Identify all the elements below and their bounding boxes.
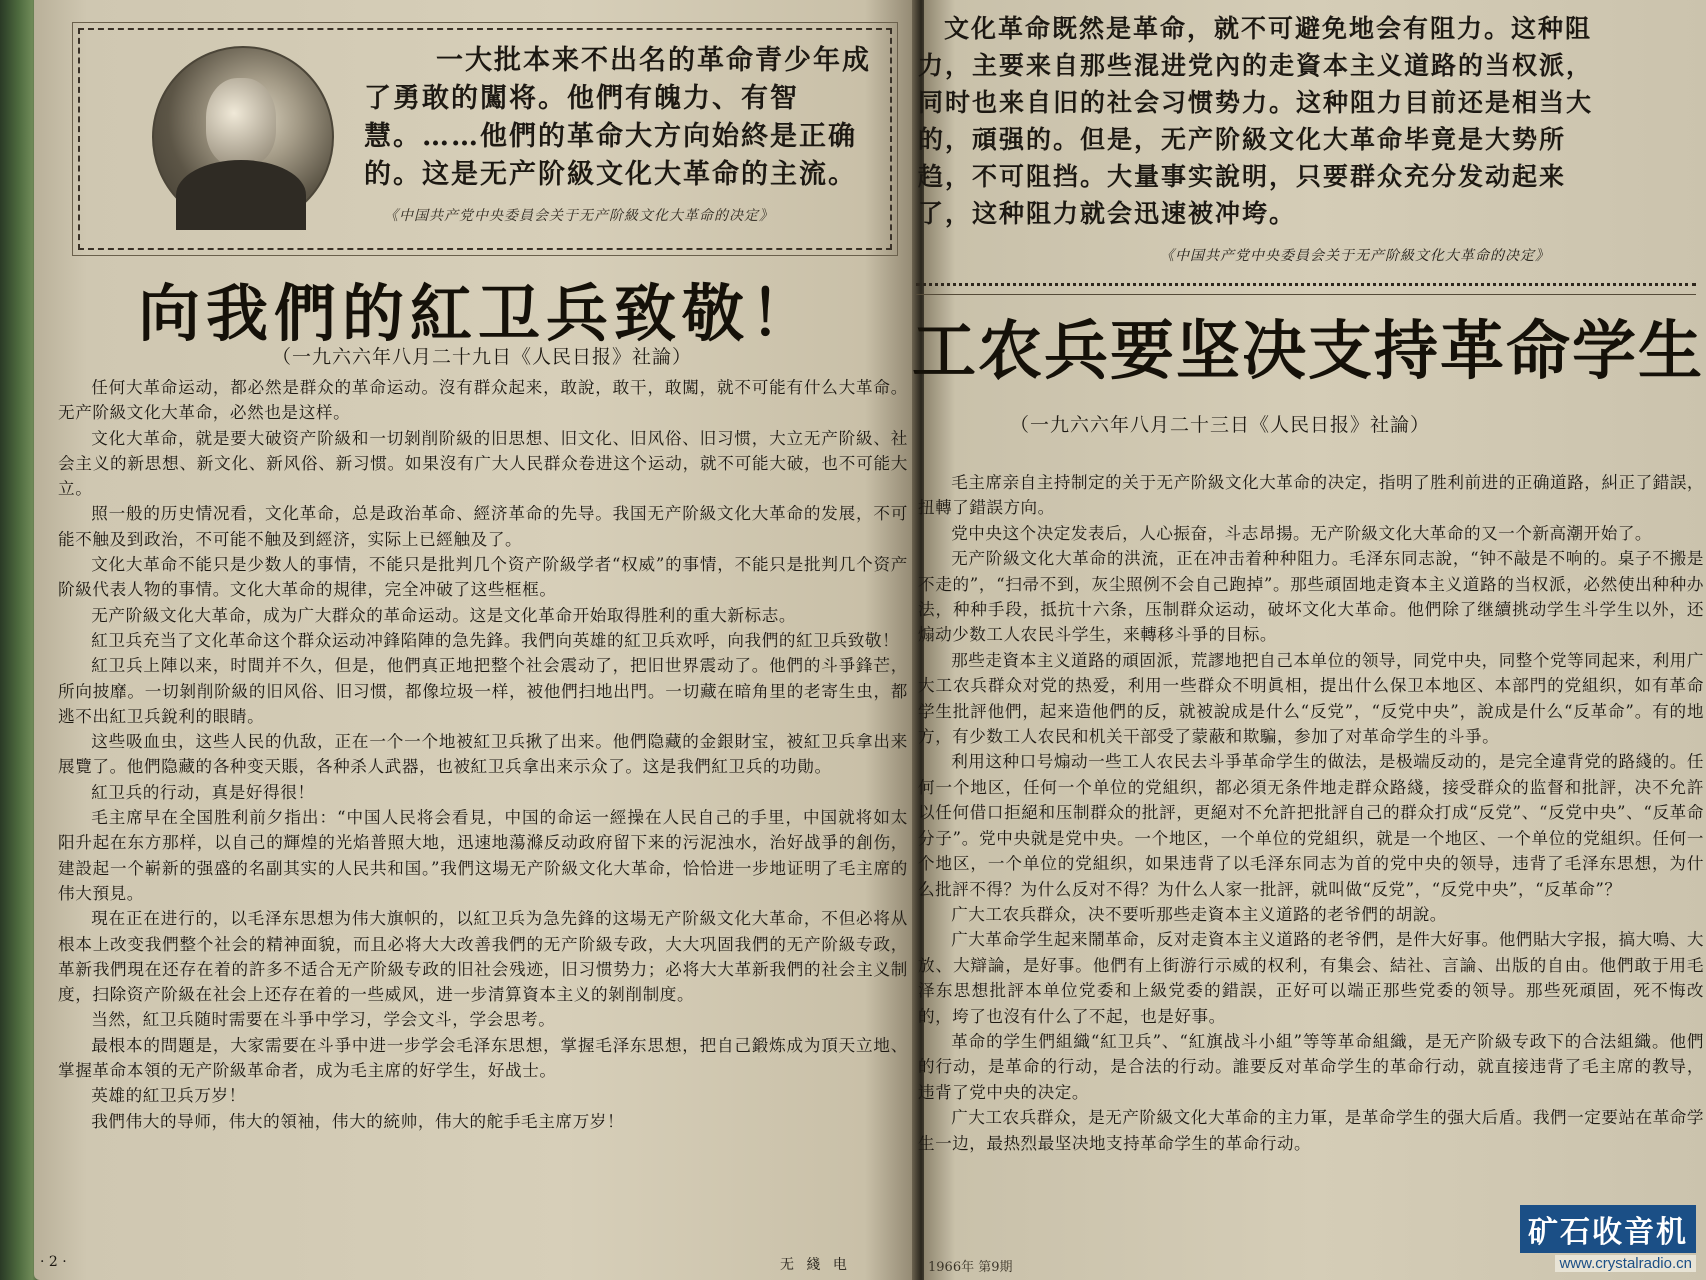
article-subtitle-left: （一九六六年八月二十九日《人民日报》社論） — [272, 346, 693, 368]
quote-source-right: 《中国共产党中央委員会关于无产阶級文化大革命的决定》 — [1160, 248, 1550, 264]
paragraph: 党中央这个决定发表后，人心振奋，斗志昂揚。无产阶級文化大革命的又一个新高潮开始了。 — [951, 523, 1653, 543]
page-footer-right: 1966年 第9期 — [928, 1260, 1013, 1275]
paragraph: 毛主席早在全国胜利前夕指出：“中国人民将会看見，中国的命运一經操在人民自己的手里，中国就将如太阳升起在东方那样，以自己的輝煌的光焰普照大地，迅速地蕩滌反动政府留下来的污泥浊水，治好战爭的創伤，建設起一个嶄新的强盛的名副其实的人民共和国。”我們这場无产阶級文化大革命，恰恰进一步地证明了毛主席的伟大預見。 — [58, 808, 908, 903]
watermark-title: 矿石收音机 — [1520, 1205, 1696, 1253]
article-title-left: 向我們的紅卫兵致敬！ — [138, 277, 819, 350]
paragraph: 照一般的历史情况看，文化革命，总是政治革命、經济革命的先导。我国无产阶級文化大革命的发展，不可能不触及到政治，不可能不触及到經济，实际上已經触及了。 — [58, 504, 908, 549]
paragraph: 广大工农兵群众，决不要听那些走資本主义道路的老爷們的胡說。 — [951, 904, 1447, 924]
paragraph: 我們伟大的导师，伟大的領袖，伟大的統帅，伟大的舵手毛主席万岁！ — [91, 1111, 625, 1131]
portrait-head — [206, 78, 276, 166]
site-watermark — [1520, 1205, 1696, 1272]
paragraph: 无产阶級文化大革命的洪流，正在冲击着种种阻力。毛泽东同志說，“钟不敲是不响的。桌子不搬是不走的”，“扫帚不到，灰尘照例不会自己跑掉”。那些頑固地走資本主义道路的当权派，必然使出种种办法，种种手段，抵抗十六条，压制群众运动，破坏文化大革命。他們除了继續挑动学生斗学生以外，还煽动少数工人农民斗学生，来轉移斗爭的目标。 — [918, 549, 1704, 645]
paragraph: 这些吸血虫，这些人民的仇敌，正在一个一个地被紅卫兵揪了出来。他們隐藏的金銀財宝，被紅卫兵拿出来展覽了。他們隐藏的各种变天賬，各种杀人武器，也被紅卫兵拿出来示众了。这是我們紅卫兵的功勛。 — [58, 732, 908, 777]
paragraph: 无产阶級文化大革命，成为广大群众的革命运动。这是文化革命开始取得胜利的重大新标志。 — [91, 605, 797, 625]
paragraph: 那些走資本主义道路的頑固派，荒謬地把自己本单位的领导，同党中央，同整个党等同起来，利用广大工农兵群众对党的热爱，利用一些群众不明眞相，提出什么保卫本地区、本部門的党組织，如有革命学生批評他們，起来造他們的反，就被說成是什么“反党”，“反党中央”，說成是什么“反革命”。有的地方，有少数工人农民和机关干部受了蒙蔽和欺騙，参加了对革命学生的斗爭。 — [918, 650, 1704, 747]
article-body-right — [918, 470, 1704, 1156]
paragraph: 最根本的問題是，大家需要在斗爭中进一步学会毛泽东思想，掌握毛泽东思想，把自己鍛炼成为頂天立地、掌握革命本領的无产阶級革命者，成为毛主席的好学生，好战士。 — [58, 1035, 908, 1081]
paragraph: 广大工农兵群众，是无产阶級文化大革命的主力軍，是革命学生的强大后盾。我們一定要站在革命学生一边，最热烈最坚决地支持革命学生的革命行动。 — [918, 1108, 1704, 1153]
paragraph: 文化大革命不能只是少数人的事情，不能只是批判几个资产阶級学者“权威”的事情，不能只是批判几个资产阶級代表人物的事情。文化大革命的規律，完全冲破了这些框框。 — [58, 555, 908, 600]
paragraph: 利用这种口号煽动一些工人农民去斗爭革命学生的做法，是极端反动的，是完全違背党的路綫的。任何一个地区，任何一个单位的党組织，都必須无条件地走群众路綫，接受群众的监督和批評，决不允許以任何借口拒絕和压制群众的批評，更絕对不允許把批評自己的群众打成“反党”、“反党中央”、“反革命分子”。党中央就是党中央。一个地区，一个单位的党組织，就是一个地区、一个单位的党組织。任何一个地区，一个单位的党組织，如果违背了以毛泽东同志为首的党中央的领导，违背了毛泽东思想，为什么批評不得？为什么反对不得？为什么人家一批評，就叫做“反党”，“反党中央”，“反革命”？ — [918, 752, 1704, 899]
paragraph: 广大革命学生起来鬧革命，反对走資本主义道路的老爷們，是件大好事。他們貼大字报，搞大鳴、大放、大辯論，是好事。他們有上街游行示威的权利，有集会、結社、言論、出版的自由。他們敢于用毛泽东思想批評本单位党委和上級党委的錯誤，正好可以端正那些党委的领导。那些死頑固，死不悔改的，垮了也沒有什么了不起，也是好事。 — [918, 930, 1704, 1026]
paragraph: 任何大革命运动，都必然是群众的革命运动。沒有群众起来，敢說，敢干，敢闖，就不可能有什么大革命。无产阶級文化大革命，必然也是这样。 — [58, 378, 908, 423]
paragraph: 紅卫兵上陣以来，时間并不久，但是，他們真正地把整个社会震动了，把旧世界震动了。他們的斗爭鋒芒，所向披靡。一切剝削阶級的旧风俗、旧习惯，都像垃圾一样，被他們扫地出門。一切藏在暗角里的老寄生虫，都逃不出紅卫兵銳利的眼睛。 — [58, 656, 908, 726]
paragraph: 紅卫兵充当了文化革命这个群众运动冲鋒陷陣的急先鋒。我們向英雄的紅卫兵欢呼，向我們的紅卫兵致敬！ — [91, 630, 900, 650]
article-subtitle-right: （一九六六年八月二十三日《人民日报》社論） — [1010, 414, 1431, 436]
portrait-image — [152, 46, 334, 228]
quote-text-left: 一大批本来不出名的革命青少年成了勇敢的闖将。他們有魄力、有智慧。……他們的革命大方向始終是正确的。这是无产阶級文化大革命的主流。 — [364, 45, 871, 190]
magazine-name-footer: 无 綫 电 — [780, 1257, 851, 1273]
quote-text-right: 文化革命既然是革命，就不可避免地会有阻力。这种阻力，主要来自那些混进党內的走資本主义道路的当权派，同时也来自旧的社会习惯势力。这种阻力目前还是相当大的，頑强的。但是，无产阶級文化大革命毕竟是大势所趋，不可阻挡。大量事实說明，只要群众充分发动起来了，这种阻力就会迅速被冲垮。 — [918, 14, 1594, 228]
paragraph: 紅卫兵的行动，真是好得很！ — [91, 782, 315, 802]
paragraph: 革命的学生們組織“紅卫兵”、“紅旗战斗小組”等等革命組織，是无产阶級专政下的合法組織。他們的行动，是革命的行动，是合法的行动。誰要反对革命学生的革命行动，就直接违背了毛主席的教导，违背了党中央的决定。 — [918, 1031, 1704, 1102]
page-number-left: · 2 · — [40, 1254, 67, 1270]
paragraph: 毛主席亲自主持制定的关于无产阶級文化大革命的决定，指明了胜利前进的正确道路，糾正了錯誤，扭轉了錯誤方向。 — [918, 473, 1704, 518]
watermark-url: www.crystalradio.cn — [1555, 1255, 1696, 1272]
quote-source-left: 《中国共产党中央委員会关于无产阶級文化大革命的决定》 — [384, 208, 774, 224]
article-title-right: 工农兵要坚决支持革命学生 — [912, 314, 1704, 389]
paragraph: 当然，紅卫兵随时需要在斗爭中学习，学会文斗，学会思考。 — [91, 1010, 556, 1030]
paragraph: 現在正在进行的，以毛泽东思想为伟大旗帜的，以紅卫兵为急先鋒的这場无产阶級文化大革命，不但必将从根本上改变我們整个社会的精神面貌，而且必将大大改善我們的无产阶級专政，大大巩固我們的无产阶級专政，革新我們現在还存在着的許多不适合无产阶級专政的旧社会残迹，旧习惯势力；必将大大革新我們的社会主义制度，扫除资产阶級在社会上还存在着的一些威风，进一步清算資本主义的剝削制度。 — [58, 909, 908, 1005]
article-body-left — [58, 375, 908, 1134]
paragraph: 英雄的紅卫兵万岁！ — [91, 1086, 246, 1106]
portrait-body — [176, 160, 306, 230]
ornamental-divider — [916, 283, 1696, 295]
paragraph: 文化大革命，就是要大破资产阶級和一切剝削阶級的旧思想、旧文化、旧风俗、旧习惯，大立无产阶級、社会主义的新思想、新文化、新风俗、新习惯。如果沒有广大人民群众卷进这个运动，就不可能大破，也不可能大立。 — [58, 428, 908, 499]
